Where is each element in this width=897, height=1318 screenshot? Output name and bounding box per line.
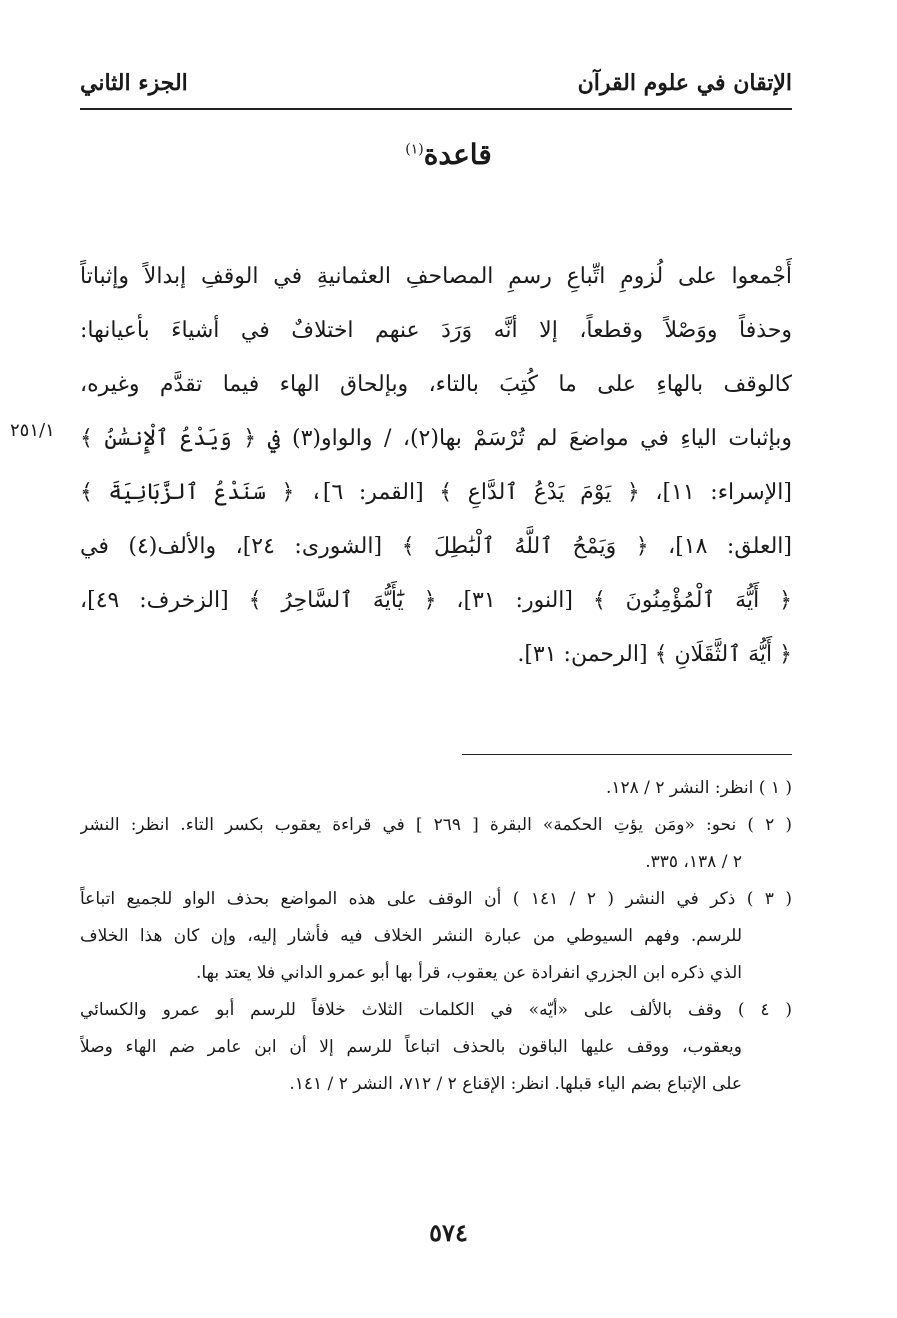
margin-reference: ٢٥١/١ xyxy=(10,420,55,441)
body-line: ﴿ أَيُّهَ ٱلثَّقَلَانِ ﴾ [الرحمن: ٣١]. xyxy=(517,642,792,667)
running-header xyxy=(80,58,792,110)
title-footnote-marker: (١) xyxy=(405,141,424,158)
footnote-line: ويعقوب، ووقف عليها الباقون بالحذف اتباعاً للرسم إلا أن ابن عامر ضم الهاء وصلاً xyxy=(80,1037,742,1057)
footnote-line: ( ٢ ) نحو: «ومَن يؤتِ الحكمة» البقرة [ ٢٦٩ ] في قراءة يعقوب بكسر التاء. انظر: النشر xyxy=(80,815,792,835)
book-title: الإتقان في علوم القرآن xyxy=(577,70,792,96)
body-line: [العلق: ١٨]، ﴿ وَيَمْحُ ٱللَّهُ ٱلْبَٰطِلَ ﴾ [الشورى: ٢٤]، والألف(٤) في xyxy=(80,534,792,559)
footnote-line: على الإتباع بضم الياء قبلها. انظر: الإقناع ٢ / ٧١٢، النشر ٢ / ١٤١. xyxy=(289,1074,742,1094)
body-line: وحذفاً ووَصْلاً وقطعاً، إلا أنَّه وَرَدَ عنهم اختلافٌ في أشياءَ بأعيانها: xyxy=(80,318,792,343)
body-line: أَجْمعوا على لُزومِ اتِّباعِ رسمِ المصاحفِ العثمانيةِ في الوقفِ إبدالاً وإثباتاً xyxy=(80,264,792,289)
footnote-line: ( ٤ ) وقف بالألف على «أيّه» في الكلمات الثلاث خلافاً للرسم أبو عمرو والكسائي xyxy=(80,1000,792,1020)
volume-label: الجزء الثاني xyxy=(80,70,188,96)
body-line: كالوقف بالهاءِ على ما كُتِبَ بالتاء، وبإلحاق الهاء فيما تقدَّم وغيره، xyxy=(80,372,792,397)
body-line: [الإسراء: ١١]، ﴿ يَوْمَ يَدْعُ ٱلدَّاعِ ﴾ [القمر: ٦]، ﴿ سَنَدْعُ ٱلزَّبَانِيَةَ ﴾ xyxy=(80,480,792,505)
section-title xyxy=(0,138,897,171)
footnote-divider xyxy=(462,754,792,755)
footnotes xyxy=(80,770,792,1103)
page-number: ٥٧٤ xyxy=(429,1218,468,1247)
footnote-line: ( ١ ) انظر: النشر ٢ / ١٢٨. xyxy=(605,778,792,798)
body-line: ﴿ أَيُّهَ ٱلْمُؤْمِنُونَ ﴾ [النور: ٣١]، ﴿ يَٰٓأَيُّهَ ٱلسَّاحِرُ ﴾ [الزخرف: ٤٩]، xyxy=(80,588,792,613)
footnote-line: ٢ / ١٣٨، ٣٣٥. xyxy=(645,852,742,872)
footnote-line: ( ٣ ) ذكر في النشر ( ٢ / ١٤١ ) أن الوقف على هذه المواضع بحذف الواو للجميع اتباعاً xyxy=(80,889,792,909)
main-paragraph xyxy=(80,250,792,682)
footnote-line: للرسم. وفهم السيوطي من عبارة النشر الخلاف فيه فأشار إليه، وإن كان هذا الخلاف xyxy=(80,926,742,946)
footnote-line: الذي ذكره ابن الجزري انفرادة عن يعقوب، قرأ بها أبو عمرو الداني فلا يعتد بها. xyxy=(195,963,742,983)
body-line: وبإثبات الياءِ في مواضعَ لم تُرْسَمْ بها(٢)، / والواو(٣) في ﴿ وَيَدْعُ ٱلْإِنسَٰنُ ﴾ xyxy=(80,426,792,451)
section-title-text: قاعدة xyxy=(423,138,492,171)
